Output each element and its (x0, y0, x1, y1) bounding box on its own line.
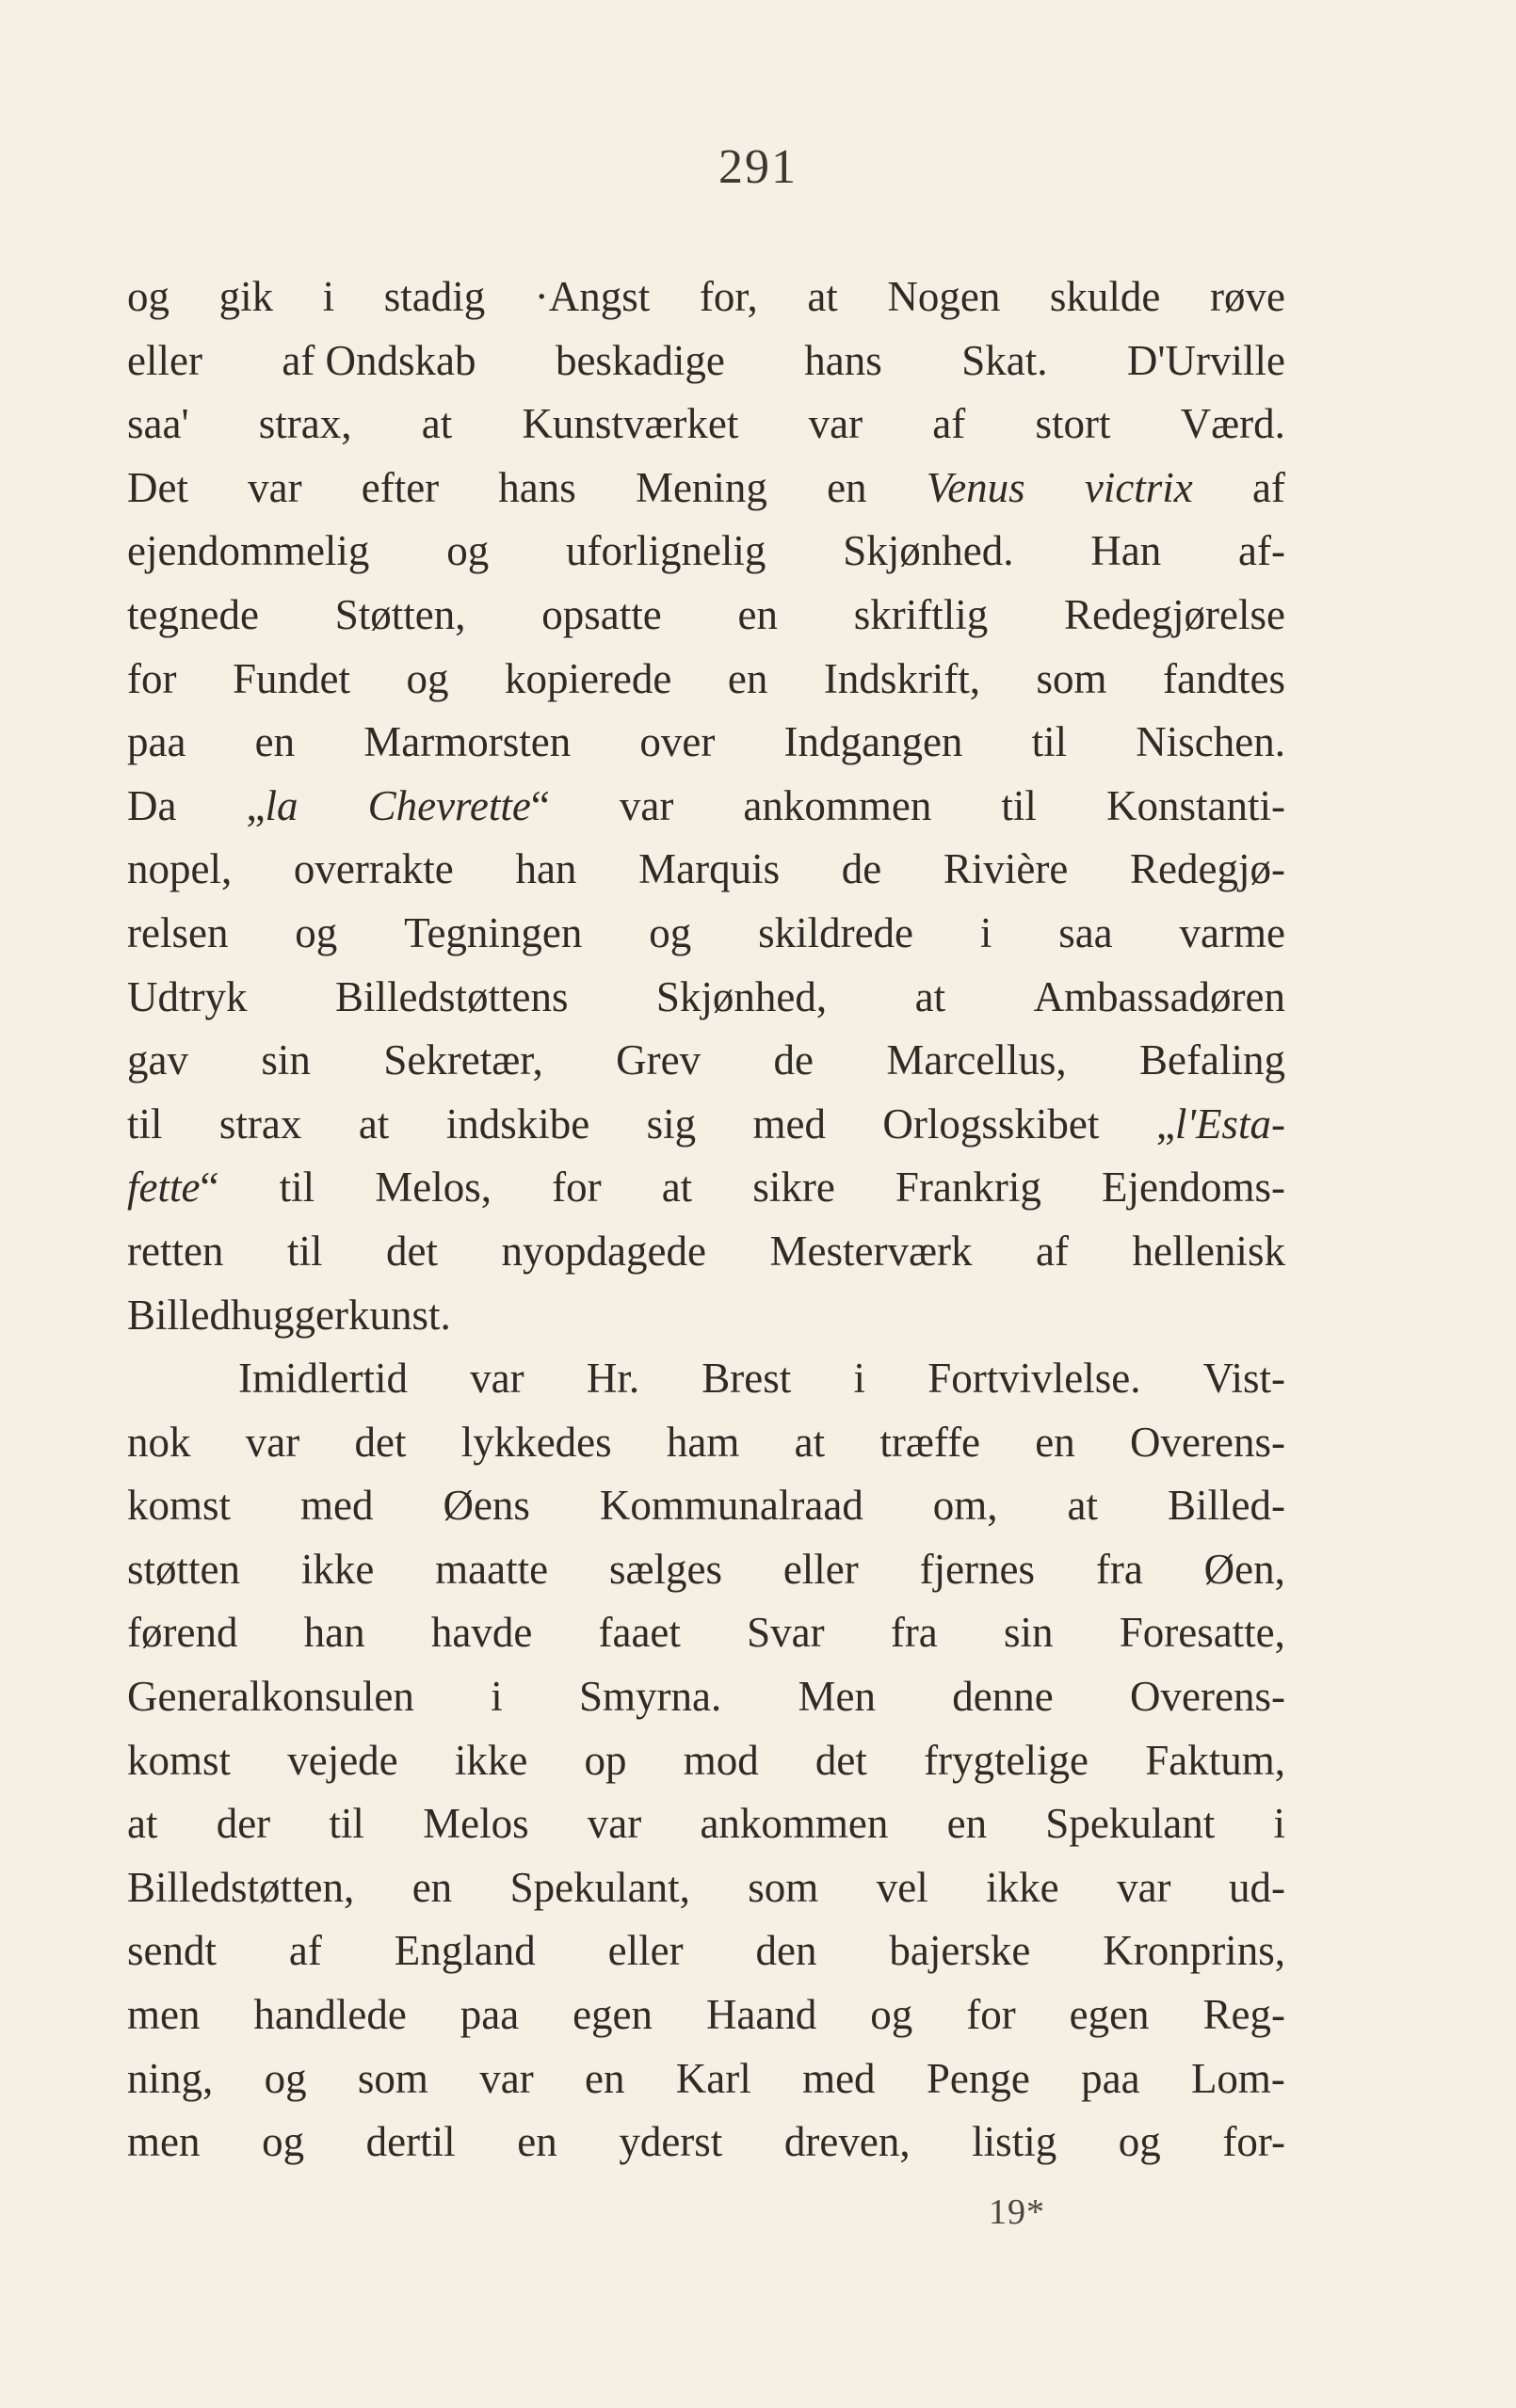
word: til (1001, 781, 1037, 829)
text-line (127, 1347, 1285, 1411)
word: til (279, 1164, 315, 1212)
text-line (127, 1284, 1285, 1348)
word: yderst (619, 2118, 723, 2166)
word: fra (890, 1609, 938, 1657)
word: han (303, 1609, 365, 1657)
word: til (329, 1800, 364, 1848)
word: beskadige (555, 336, 725, 384)
word: førend (127, 1609, 238, 1657)
word: Nogen (887, 273, 1001, 320)
word: Brest (702, 1355, 792, 1403)
word: Melos, (375, 1164, 492, 1212)
word: Da (127, 781, 177, 829)
word: var (1117, 1863, 1171, 1911)
text-line (127, 1665, 1285, 1729)
word: lykkedes (460, 1418, 612, 1466)
word: strax, (258, 400, 352, 448)
text-line (127, 1856, 1285, 1920)
text-line (127, 1156, 1285, 1220)
word: Grev (616, 1036, 702, 1084)
word: Befaling (1139, 1036, 1285, 1084)
word: dertil (365, 2118, 456, 2166)
word: var (248, 463, 302, 511)
word: „l'Esta- (1155, 1100, 1285, 1148)
text-line (127, 1983, 1285, 2047)
word: han (515, 845, 577, 893)
word: for (127, 654, 177, 702)
word: Skjønhed. (843, 527, 1014, 575)
word: af (932, 400, 966, 448)
word: af Ondskab (282, 336, 476, 384)
word: Penge (926, 2054, 1030, 2102)
word: en (411, 1863, 453, 1911)
word: ejendommelig (127, 527, 370, 575)
word: denne (952, 1673, 1054, 1721)
word: ikke (454, 1736, 528, 1784)
word: træffe (879, 1418, 981, 1466)
word: røve (1209, 273, 1285, 320)
word: Fundet (232, 654, 350, 702)
word: Ambassadøren (1033, 972, 1285, 1020)
word: i (491, 1673, 503, 1721)
word: sikre (752, 1164, 835, 1212)
word: paa (460, 1991, 520, 2039)
word: komst (127, 1482, 232, 1530)
word: kopierede (504, 654, 672, 702)
word: hellenisk (1132, 1227, 1285, 1275)
word: som (1036, 654, 1107, 702)
word: frygtelige (924, 1736, 1089, 1784)
word: skildrede (758, 908, 914, 956)
text-line (127, 265, 1285, 329)
word: hans (498, 463, 576, 511)
word: paa (1081, 2054, 1140, 2102)
word: Indskrift, (823, 654, 981, 702)
word: en (517, 2118, 557, 2166)
word: indskibe (445, 1100, 590, 1148)
word: komst (127, 1736, 232, 1784)
word: som (357, 2054, 428, 2102)
text-line (127, 1601, 1285, 1665)
word: af (1251, 463, 1285, 511)
word: den (755, 1927, 817, 1975)
word: uforlignelig (565, 527, 766, 575)
text-line (127, 2111, 1285, 2175)
signature-mark: 19* (989, 2192, 1045, 2232)
word: sin (1003, 1609, 1054, 1657)
word: Overens- (1130, 1418, 1285, 1466)
text-line (127, 1411, 1285, 1475)
word: Vist- (1202, 1355, 1285, 1403)
word: af- (1237, 527, 1285, 575)
text-line (127, 1538, 1285, 1602)
word: Kunstværket (522, 400, 739, 448)
word: retten (127, 1227, 224, 1275)
word: Øens (443, 1482, 530, 1530)
word: sig (646, 1100, 697, 1148)
text-line (127, 711, 1285, 775)
word: en (585, 2054, 625, 2102)
word: bajerske (889, 1927, 1031, 1975)
text-line (127, 838, 1285, 902)
word: Udtryk (127, 972, 248, 1020)
word: for- (1222, 2118, 1285, 2166)
word: og (127, 273, 169, 320)
word: Tegningen (404, 908, 583, 956)
word: Men (798, 1673, 877, 1721)
word: Melos (423, 1800, 529, 1848)
word: Svar (747, 1609, 825, 1657)
text-line (127, 329, 1285, 393)
word: skriftlig (853, 590, 989, 638)
word: gav (127, 1036, 188, 1084)
word: Værd. (1180, 400, 1285, 448)
word: Konstanti- (1105, 781, 1285, 829)
word: at (914, 972, 946, 1020)
word: Mesterværk (769, 1227, 973, 1275)
word: egen (573, 1991, 653, 2039)
word: men (127, 1991, 201, 2039)
text-line (127, 775, 1285, 839)
word: en (727, 654, 768, 702)
text-line (127, 1474, 1285, 1538)
word: sælges (608, 1545, 722, 1593)
word: at (794, 1418, 826, 1466)
word: ikke (300, 1545, 375, 1593)
word: Frankrig (895, 1164, 1041, 1212)
word: saa (1058, 908, 1113, 956)
word: en (1035, 1418, 1075, 1466)
word: eller (782, 1545, 859, 1593)
word: for (966, 1991, 1016, 2039)
text-line (127, 1220, 1285, 1284)
word: ikke (986, 1863, 1059, 1911)
word: D'Urville (1126, 336, 1285, 384)
word: Billed- (1167, 1482, 1285, 1530)
word: tegnede (127, 590, 259, 638)
word: Imidlertid (238, 1355, 408, 1403)
word: i (853, 1355, 866, 1403)
word: Ejendoms- (1102, 1164, 1285, 1212)
word: at (807, 273, 838, 320)
word: var (245, 1418, 300, 1466)
word: ning, (127, 2054, 214, 2102)
word: Han (1090, 527, 1162, 575)
word: at (1067, 1482, 1099, 1530)
word: fandtes (1163, 654, 1285, 702)
text-line (127, 648, 1285, 712)
word: Sekretær, (383, 1036, 543, 1084)
word: og (295, 908, 338, 956)
word: en (254, 718, 296, 766)
word: Overens- (1130, 1673, 1285, 1721)
word: det (386, 1227, 438, 1275)
word: dreven, (783, 2118, 911, 2166)
word: Redegjø- (1130, 845, 1285, 893)
word: Lom- (1190, 2054, 1285, 2102)
word: eller (607, 1927, 684, 1975)
word: og (649, 908, 692, 956)
word: at (358, 1100, 390, 1148)
word: Fortvivlelse. (927, 1355, 1141, 1403)
word: Skat. (961, 336, 1048, 384)
text-line (127, 966, 1285, 1030)
word: vejede (287, 1736, 398, 1784)
word: at (421, 400, 453, 448)
word: for (552, 1164, 602, 1212)
word: Støtten, (334, 590, 466, 638)
text-line (127, 520, 1285, 584)
word: de (841, 845, 882, 893)
word: det (354, 1418, 407, 1466)
word: Øen, (1203, 1545, 1285, 1593)
word: nok (127, 1418, 191, 1466)
body-text (127, 265, 1285, 2175)
word: „la (246, 781, 298, 829)
word: Mening (635, 463, 767, 511)
word: med (300, 1482, 374, 1530)
word: opsatte (541, 590, 662, 638)
word: om, (932, 1482, 998, 1530)
word: Det (127, 463, 188, 511)
word: Spekulant (1045, 1800, 1216, 1848)
text-line (127, 902, 1285, 966)
word: af (1035, 1227, 1069, 1275)
word: stort (1035, 400, 1111, 448)
word: sendt (127, 1927, 217, 1975)
word: en (946, 1800, 988, 1848)
word: Kronprins, (1103, 1927, 1285, 1975)
word: saa' (127, 400, 189, 448)
word: Reg- (1202, 1991, 1285, 2039)
word: egen (1069, 1991, 1150, 2039)
word: Billedstøttens (334, 972, 569, 1020)
word: England (394, 1927, 536, 1975)
word: Billedhuggerkunst. (127, 1291, 451, 1339)
word: fra (1095, 1545, 1143, 1593)
word: Orlogsskibet (882, 1100, 1100, 1148)
word: at (127, 1800, 158, 1848)
word: men (127, 2118, 201, 2166)
word: og (262, 2118, 305, 2166)
word: Rivière (943, 845, 1069, 893)
word: vel (876, 1863, 928, 1911)
word: nyopdagede (501, 1227, 706, 1275)
word: efter (361, 463, 440, 511)
word: der (216, 1800, 271, 1848)
word: strax (218, 1100, 302, 1148)
word: i (979, 908, 992, 956)
word: fjernes (919, 1545, 1036, 1593)
word: Chevrette“ (367, 781, 550, 829)
word: af (288, 1927, 322, 1975)
word: Skjønhed, (655, 972, 828, 1020)
word: havde (430, 1609, 533, 1657)
word: var (808, 400, 863, 448)
word: Kommunalraad (599, 1482, 863, 1530)
word: skulde (1049, 273, 1161, 320)
word: Marmorsten (363, 718, 572, 766)
word: Nischen. (1136, 718, 1285, 766)
word: hans (804, 336, 882, 384)
word: ud- (1228, 1863, 1285, 1911)
word: Faktum, (1145, 1736, 1285, 1784)
word: var (587, 1800, 642, 1848)
word: Indgangen (783, 718, 963, 766)
word: med (752, 1100, 827, 1148)
text-line (127, 1093, 1285, 1157)
word: var (479, 2054, 534, 2102)
word: faaet (598, 1609, 681, 1657)
word: paa (127, 718, 186, 766)
word: for, (699, 273, 758, 320)
word: i (1273, 1800, 1285, 1848)
word: Marquis (638, 845, 781, 893)
word: sin (261, 1036, 311, 1084)
word: en (827, 463, 867, 511)
word: Billedstøtten, (127, 1863, 355, 1911)
word: det (814, 1736, 867, 1784)
word: ankommen (743, 781, 932, 829)
word: overrakte (293, 845, 454, 893)
word: stadig (383, 273, 486, 320)
word: gik (218, 273, 274, 320)
word: støtten (127, 1545, 240, 1593)
word: som (748, 1863, 819, 1911)
word: mod (683, 1736, 759, 1784)
word: og (446, 527, 490, 575)
text-line (127, 1029, 1285, 1093)
word: over (639, 718, 716, 766)
word: ankommen (700, 1800, 889, 1848)
word: Karl (675, 2054, 751, 2102)
text-line (127, 393, 1285, 457)
word: var (470, 1355, 524, 1403)
word: Redegjørelse (1064, 590, 1285, 638)
word: fette“ (127, 1164, 219, 1212)
word: ham (666, 1418, 740, 1466)
text-line (127, 457, 1285, 521)
word: Haand (705, 1991, 817, 2039)
text-line (127, 1729, 1285, 1793)
word: de (773, 1036, 814, 1084)
word: Spekulant, (509, 1863, 690, 1911)
word: Hr. (586, 1355, 640, 1403)
text-line (127, 1792, 1285, 1856)
word: og (264, 2054, 307, 2102)
word: Marcellus, (886, 1036, 1067, 1084)
word: handlede (253, 1991, 407, 2039)
word: med (802, 2054, 876, 2102)
word: Foresatte, (1119, 1609, 1285, 1657)
word: relsen (127, 908, 229, 956)
word: og (406, 654, 449, 702)
word: og (1118, 2118, 1161, 2166)
page-number: 291 (718, 140, 798, 194)
word: til (127, 1100, 163, 1148)
text-line (127, 584, 1285, 648)
word: til (1031, 718, 1068, 766)
word: nopel, (127, 845, 233, 893)
word: at (661, 1164, 693, 1212)
word: i (322, 273, 335, 320)
word: var (619, 781, 674, 829)
word: listig (972, 2118, 1057, 2166)
word: til (286, 1227, 323, 1275)
word: Venus (926, 463, 1025, 511)
word: og (870, 1991, 913, 2039)
word: eller (127, 336, 202, 384)
word: Smyrna. (578, 1673, 722, 1721)
word: op (584, 1736, 627, 1784)
word: Generalkonsulen (127, 1673, 414, 1721)
text-line (127, 2047, 1285, 2111)
word: varme (1179, 908, 1285, 956)
word: victrix (1084, 463, 1193, 511)
word: maatte (435, 1545, 549, 1593)
word: ·Angst (534, 273, 651, 320)
word: en (737, 590, 778, 638)
text-line (127, 1919, 1285, 1983)
